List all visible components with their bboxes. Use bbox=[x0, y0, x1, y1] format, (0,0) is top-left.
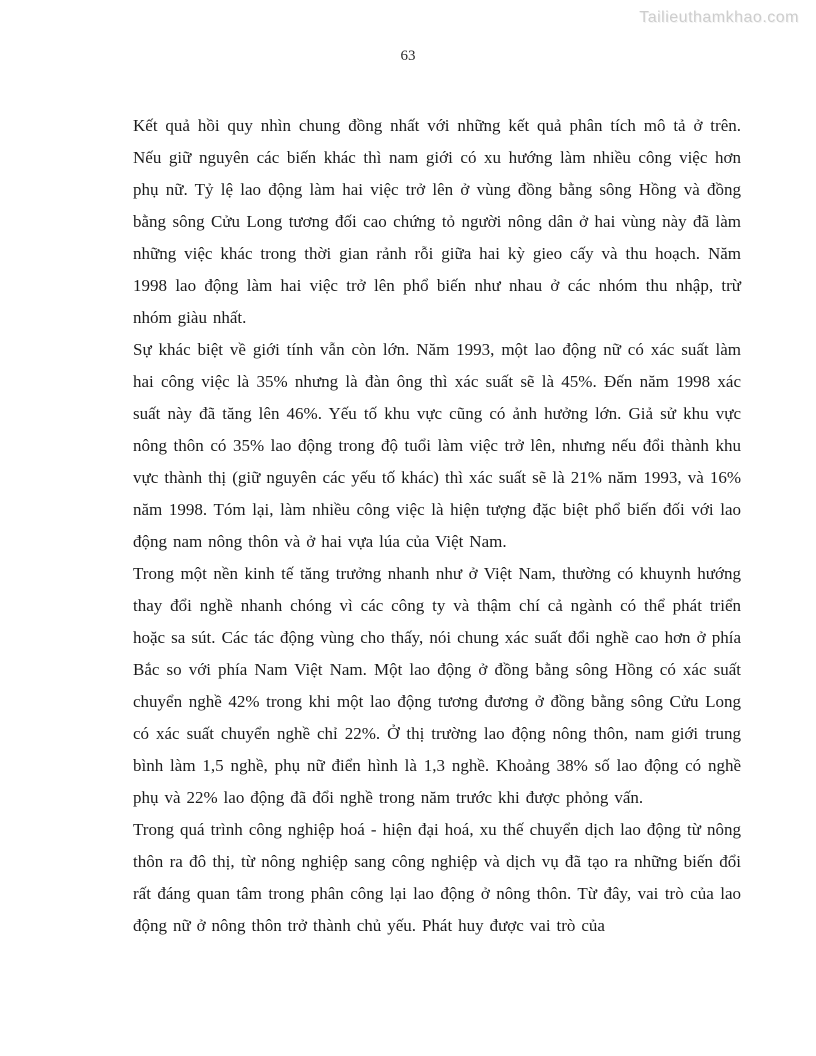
paragraph-job-change: Trong một nền kinh tế tăng trưởng nhanh như ở Việt Nam, thường có khuynh hướng thay đổi nghề nhanh chóng vì các công ty và thậm chí cả ngành có thể phát triển hoặc sa sút. Các tác động vùng cho thấy, nói chung xác suất đổi nghề cao hơn ở phía Bắc so với phía Nam Việt Nam. Một lao động ở đồng bằng sông Hồng có xác suất chuyển nghề 42% trong khi một lao động tương đương ở đồng bằng sông Cửu Long có xác suất chuyển nghề chỉ 22%. Ở thị trường lao động nông thôn, nam giới trung bình làm 1,5 nghề, phụ nữ điển hình là 1,3 nghề. Khoảng 38% số lao động có nghề phụ và 22% lao động đã đổi nghề trong năm trước khi được phỏng vấn. bbox=[133, 564, 741, 807]
document-body bbox=[133, 110, 741, 942]
watermark: Tailieuthamkhao.com bbox=[639, 9, 799, 26]
paragraph-industrialization: Trong quá trình công nghiệp hoá - hiện đại hoá, xu thế chuyển dịch lao động từ nông thôn ra đô thị, từ nông nghiệp sang công nghiệp và dịch vụ đã tạo ra những biến đổi rất đáng quan tâm trong phân công lại lao động ở nông thôn. Từ đây, vai trò của lao động nữ ở nông thôn trở thành chủ yếu. Phát huy được vai trò của bbox=[133, 820, 741, 935]
page-number: 63 bbox=[400, 48, 416, 64]
paragraph-regression-results: Kết quả hồi quy nhìn chung đồng nhất với những kết quả phân tích mô tả ở trên. Nếu giữ nguyên các biến khác thì nam giới có xu hướng làm nhiều công việc hơn phụ nữ. Tỷ lệ lao động làm hai việc trở lên ở vùng đồng bằng sông Hồng và đồng bằng sông Cửu Long tương đối cao chứng tỏ người nông dân ở hai vùng này đã làm những việc khác trong thời gian rảnh rỗi giữa hai kỳ gieo cấy và thu hoạch. Năm 1998 lao động làm hai việc trở lên phổ biến như nhau ở các nhóm thu nhập, trừ nhóm giàu nhất. bbox=[133, 116, 741, 327]
paragraph-gender-difference: Sự khác biệt về giới tính vẫn còn lớn. Năm 1993, một lao động nữ có xác suất làm hai công việc là 35% nhưng là đàn ông thì xác suất sẽ là 45%. Đến năm 1998 xác suất này đã tăng lên 46%. Yếu tố khu vực cũng có ảnh hưởng lớn. Giả sử khu vực nông thôn có 35% lao động trong độ tuổi làm việc trở lên, nhưng nếu đổi thành khu vực thành thị (giữ nguyên các yếu tố khác) thì xác suất sẽ là 21% năm 1993, và 16% năm 1998. Tóm lại, làm nhiều công việc là hiện tượng đặc biệt phổ biến đối với lao động nam nông thôn và ở hai vựa lúa của Việt Nam. bbox=[133, 340, 741, 551]
